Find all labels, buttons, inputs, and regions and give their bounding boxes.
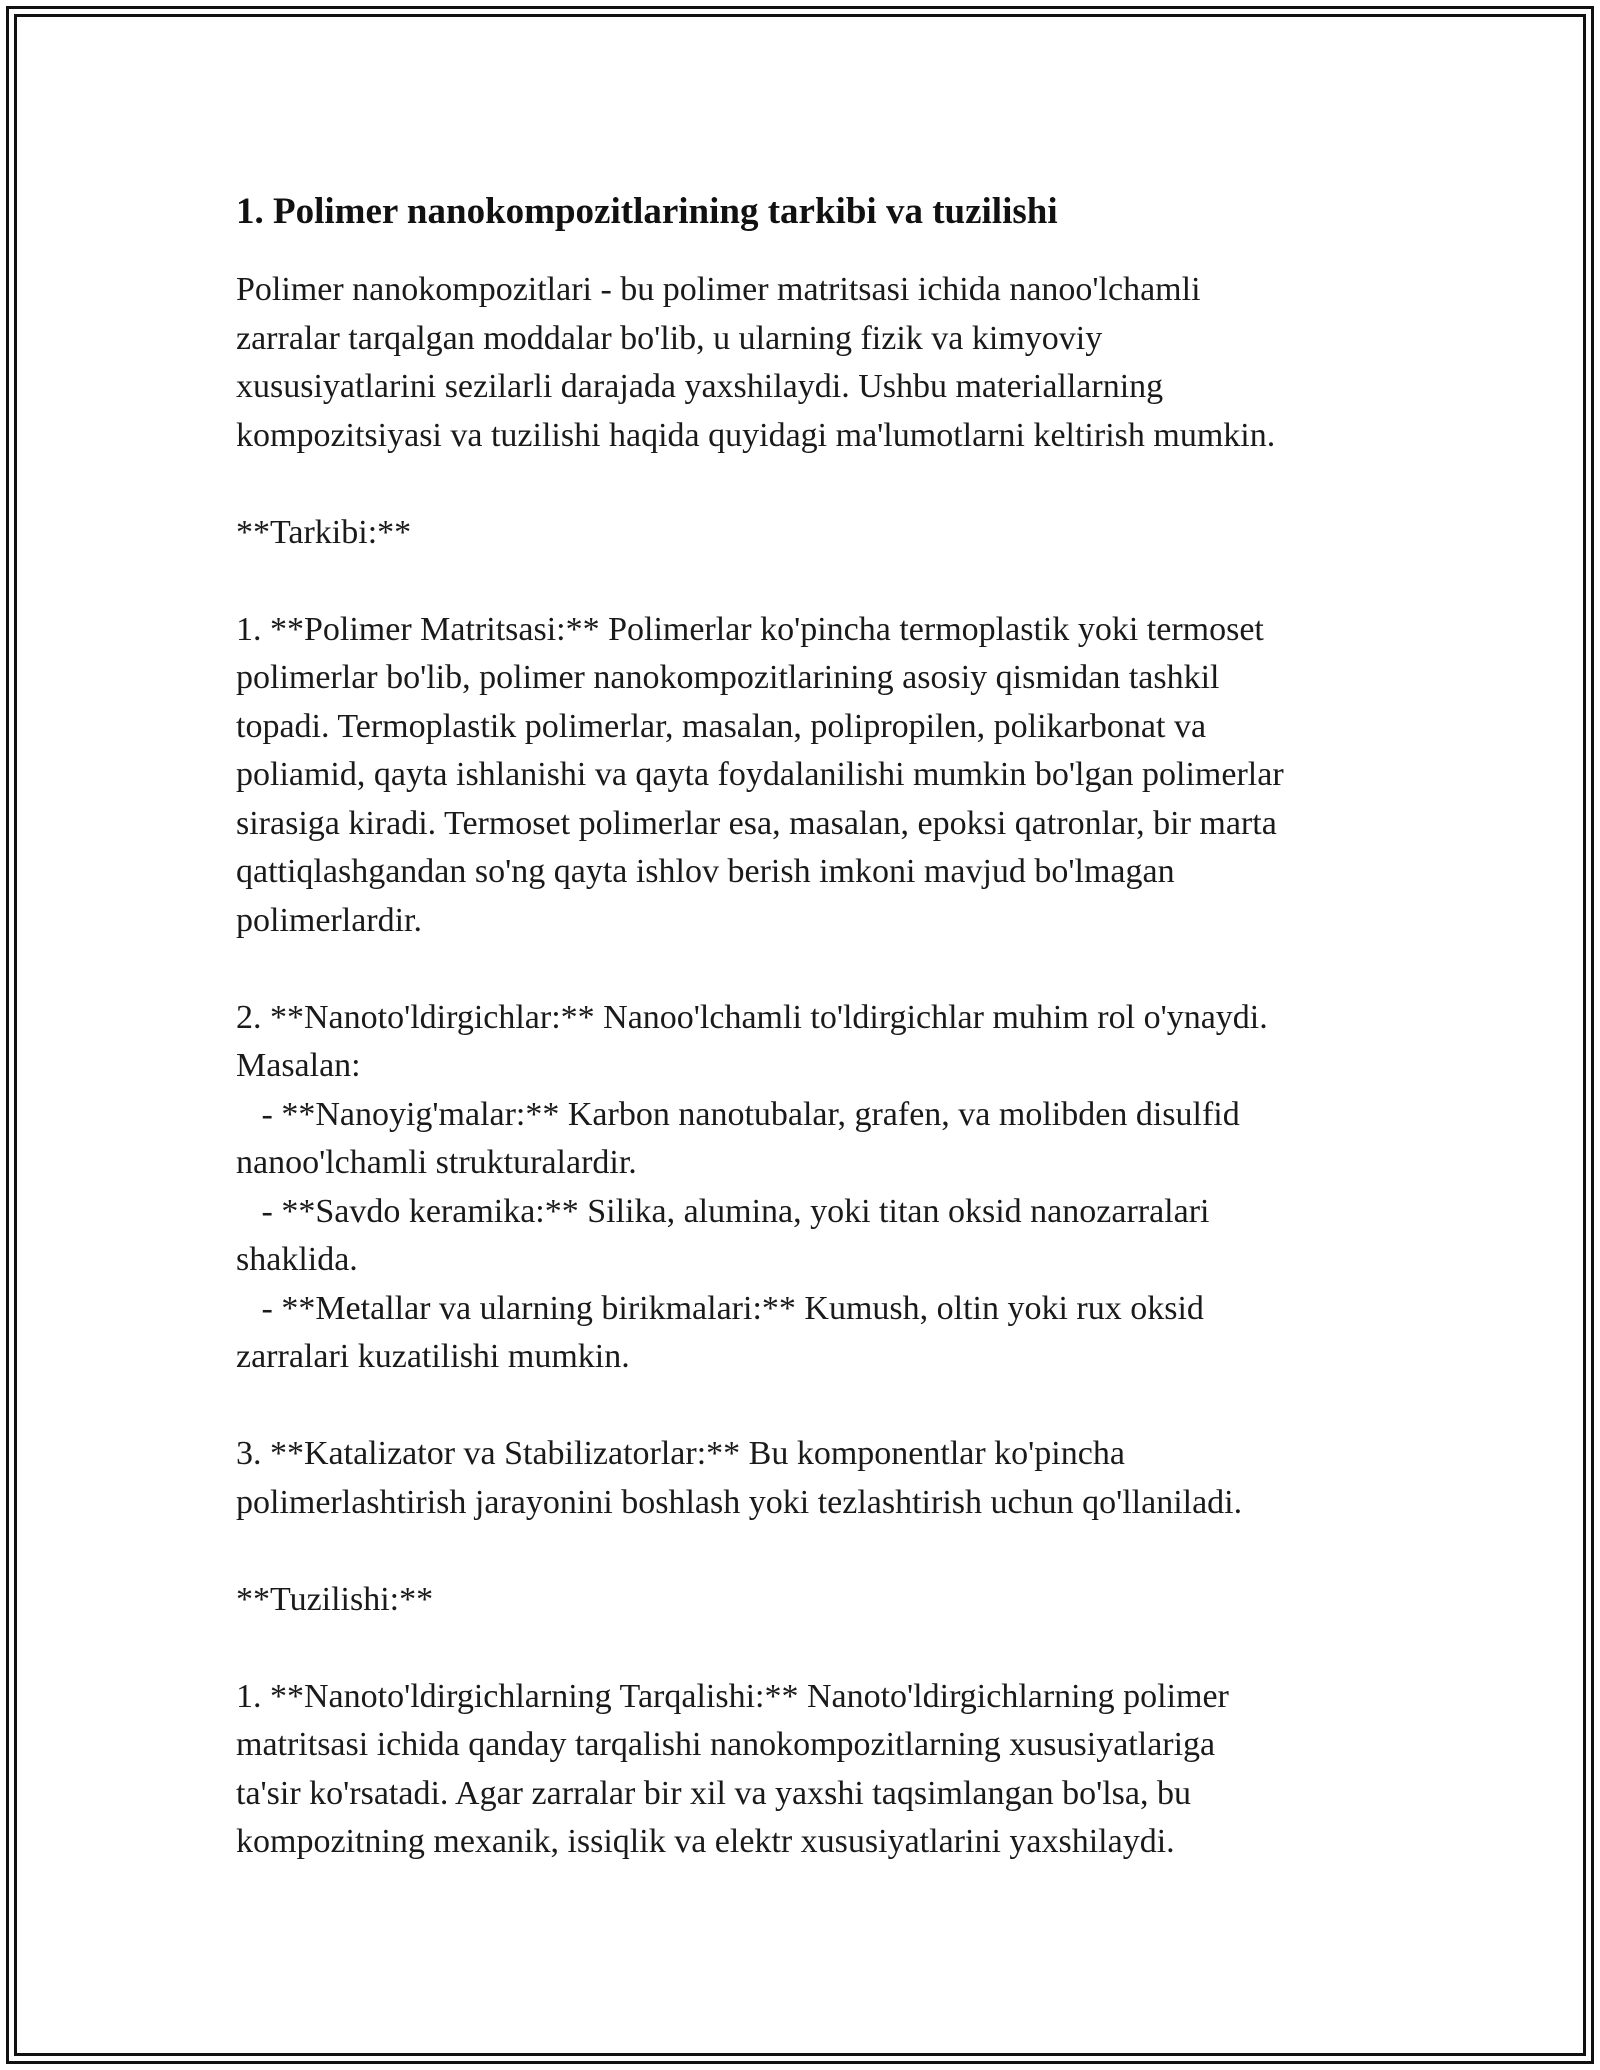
blank-line: [236, 1382, 1376, 1431]
blank-line: [236, 945, 1376, 994]
text-line: - **Savdo keramika:** Silika, alumina, yoki titan oksid nanozarralari: [236, 1192, 1210, 1230]
text-line: **Tuzilishi:**: [236, 1580, 434, 1618]
blank-line: [236, 1527, 1376, 1576]
text-line: - **Metallar va ularning birikmalari:** Kumush, oltin yoki rux oksid: [236, 1289, 1204, 1327]
text-line: kompozitsiyasi va tuzilishi haqida quyidagi ma'lumotlarni keltirish mumkin.: [236, 416, 1276, 454]
text-line: sirasiga kiradi. Termoset polimerlar esa, masalan, epoksi qatronlar, bir marta: [236, 804, 1277, 842]
text-line: - **Nanoyig'malar:** Karbon nanotubalar, grafen, va molibden disulfid: [236, 1095, 1240, 1133]
blank-line: [236, 1624, 1376, 1673]
text-line: Masalan:: [236, 1047, 361, 1084]
document-body: [236, 186, 1376, 1867]
text-line: polimerlardir.: [236, 901, 423, 939]
text-line: zarralar tarqalgan moddalar bo'lib, u ularning fizik va kimyoviy: [236, 319, 1103, 357]
text-line: Polimer nanokompozitlari - bu polimer matritsasi ichida nanoo'lchamli: [236, 271, 1201, 308]
blank-line: [236, 557, 1376, 606]
text-line: qattiqlashgandan so'ng qayta ishlov berish imkoni mavjud bo'lmagan: [236, 853, 1175, 890]
text-line: polimerlar bo'lib, polimer nanokompozitlarining asosiy qismidan tashkil: [236, 659, 1220, 696]
text-line: 1. **Nanoto'ldirgichlarning Tarqalishi:** Nanoto'ldirgichlarning polimer: [236, 1677, 1229, 1715]
text-line: polimerlashtirish jarayonini boshlash yoki tezlashtirish uchun qo'llaniladi.: [236, 1483, 1243, 1521]
section-heading: 1. Polimer nanokompozitlarining tarkibi va tuzilishi: [236, 191, 1058, 232]
text-line: nanoo'lchamli strukturalardir.: [236, 1144, 637, 1181]
text-line: matritsasi ichida qanday tarqalishi nanokompozitlarning xususiyatlariga: [236, 1726, 1216, 1763]
text-line: kompozitning mexanik, issiqlik va elektr xususiyatlarini yaxshilaydi.: [236, 1823, 1175, 1860]
text-line: poliamid, qayta ishlanishi va qayta foydalanilishi mumkin bo'lgan polimerlar: [236, 756, 1284, 793]
text-line: **Tarkibi:**: [236, 513, 412, 551]
blank-line: [236, 460, 1376, 509]
text-line: xususiyatlarini sezilarli darajada yaxshilaydi. Ushbu materiallarning: [236, 368, 1164, 405]
text-line: 2. **Nanoto'ldirgichlar:** Nanoo'lchamli to'ldirgichlar muhim rol o'ynaydi.: [236, 998, 1268, 1036]
text-line: shaklida.: [236, 1241, 358, 1278]
text-line: zarralari kuzatilishi mumkin.: [236, 1338, 630, 1375]
text-line: 1. **Polimer Matritsasi:** Polimerlar ko'pincha termoplastik yoki termoset: [236, 610, 1264, 648]
body-text: [236, 266, 1376, 1867]
text-line: 3. **Katalizator va Stabilizatorlar:** Bu komponentlar ko'pincha: [236, 1435, 1125, 1472]
text-line: ta'sir ko'rsatadi. Agar zarralar bir xil va yaxshi taqsimlangan bo'lsa, bu: [236, 1774, 1191, 1812]
text-line: topadi. Termoplastik polimerlar, masalan, polipropilen, polikarbonat va: [236, 707, 1207, 745]
